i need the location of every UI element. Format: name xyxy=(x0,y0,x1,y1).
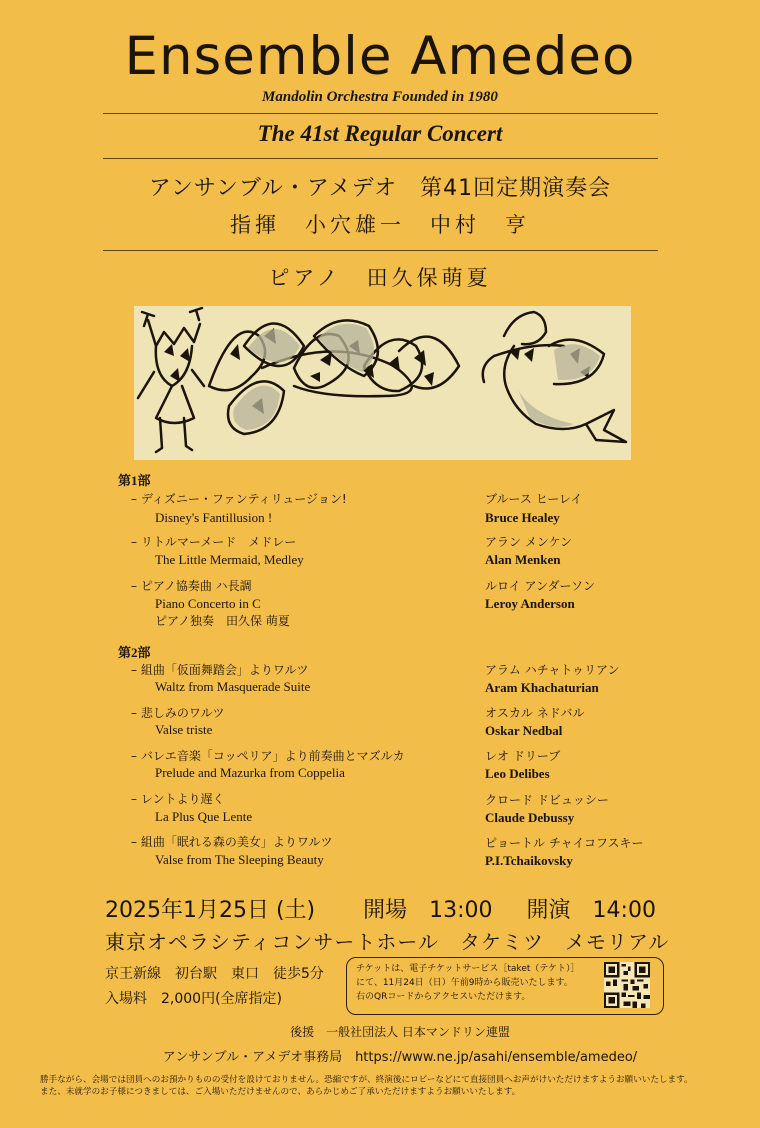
piano-soloist-line: ピアノ 田久保萌夏 xyxy=(268,266,492,290)
part2-piece3-composer-en: Leo Delibes xyxy=(485,766,550,781)
part1-piece3-soloist: ピアノ独奏 田久保 萌夏 xyxy=(155,614,290,628)
office-url-line: アンサンブル・アメデオ事務局 https://www.ne.jp/asahi/ensemble/amedeo/ xyxy=(162,1050,638,1065)
part2-piece2-en: Valse triste xyxy=(155,722,213,737)
divider xyxy=(103,250,658,251)
part2-piece4-en: La Plus Que Lente xyxy=(155,809,253,824)
part1-piece3-en: Piano Concerto in C xyxy=(155,596,261,611)
part2-piece5-composer-en: P.I.Tchaikovsky xyxy=(485,853,573,868)
part1-piece3-composer-en: Leroy Anderson xyxy=(485,596,575,611)
conductor-line: 指揮 小穴雄一 中村 亨 xyxy=(230,213,530,237)
part1-heading: 第1部 xyxy=(118,473,151,488)
access-info: 京王新線 初台駅 東口 徒歩5分 xyxy=(105,966,324,982)
divider xyxy=(103,158,658,159)
part1-piece2-jp: – リトルマーメード メドレー xyxy=(131,535,297,549)
part1-piece2-composer-en: Alan Menken xyxy=(485,552,561,567)
part1-piece3-composer-jp: ルロイ アンダーソン xyxy=(485,579,596,593)
concert-title-jp: アンサンブル・アメデオ 第41回定期演奏会 xyxy=(148,176,612,201)
part1-piece1-jp: – ディズニー・ファンティリュージョン! xyxy=(131,492,347,506)
divider xyxy=(103,113,658,114)
ticket-info-text xyxy=(356,962,604,1004)
illustration-drawing xyxy=(134,306,631,460)
ensemble-subtitle: Mandolin Orchestra Founded in 1980 xyxy=(262,89,498,105)
part1-piece3-jp: – ピアノ協奏曲 ハ長調 xyxy=(131,579,252,593)
concert-title-en: The 41st Regular Concert xyxy=(257,121,503,146)
part2-piece4-jp: – レントより遅く xyxy=(131,792,225,806)
sponsor-line: 後援 一般社団法人 日本マンドリン連盟 xyxy=(290,1025,510,1039)
ticket-line3: 右のQRコードからアクセスいただけます。 xyxy=(356,992,531,1002)
part2-piece5-jp: – 組曲「眠れる森の美女」よりワルツ xyxy=(131,835,333,849)
start-time: 開演 14:00 xyxy=(526,898,656,923)
notes xyxy=(40,1073,693,1097)
event-date: 2025年1月25日 (土) xyxy=(105,898,316,923)
part1-piece1-composer-en: Bruce Healey xyxy=(485,510,560,525)
doors-open-time: 開場 13:00 xyxy=(363,898,493,923)
part1-piece1-composer-jp: ブルース ヒーレイ xyxy=(485,492,583,506)
part1-piece1-en: Disney's Fantillusion ! xyxy=(155,510,273,525)
part2-piece3-jp: – バレエ音楽「コッペリア」より前奏曲とマズルカ xyxy=(131,749,405,763)
part2-piece4-composer-en: Claude Debussy xyxy=(485,810,575,825)
ticket-line2: にて、11月24日（日）午前9時から販売いたします。 xyxy=(356,978,573,988)
part2-piece1-composer-jp: アラム ハチャトゥリアン xyxy=(485,663,620,677)
admission-fee: 入場料 2,000円(全席指定) xyxy=(105,991,283,1007)
part2-piece5-composer-jp: ピョートル チャイコフスキー xyxy=(485,836,644,850)
ticket-line1: チケットは、電子チケットサービス［taket（テケト）］ xyxy=(356,964,580,974)
part2-piece2-composer-jp: オスカル ネドバル xyxy=(485,706,585,720)
part2-heading: 第2部 xyxy=(118,645,151,660)
part2-piece1-composer-en: Aram Khachaturian xyxy=(485,680,599,695)
part2-piece1-jp: – 組曲「仮面舞踏会」よりワルツ xyxy=(131,663,309,677)
venue: 東京オペラシティコンサートホール タケミツ メモリアル xyxy=(105,930,670,954)
part1-piece2-composer-jp: アラン メンケン xyxy=(485,535,572,549)
part1-piece2-en: The Little Mermaid, Medley xyxy=(155,552,304,567)
part2-piece3-en: Prelude and Mazurka from Coppelia xyxy=(155,765,345,780)
qr-code-icon[interactable] xyxy=(604,962,650,1008)
event-date-line xyxy=(105,893,656,924)
ensemble-title: Ensemble Amedeo xyxy=(124,26,636,87)
part2-piece5-en: Valse from The Sleeping Beauty xyxy=(155,852,324,867)
part2-piece1-en: Waltz from Masquerade Suite xyxy=(155,679,311,694)
part2-piece2-composer-en: Oskar Nedbal xyxy=(485,723,563,738)
part2-piece2-jp: – 悲しみのワルツ xyxy=(131,706,225,720)
illustration-harlequin-mermaid xyxy=(134,306,631,460)
part2-piece3-composer-jp: レオ ドリーブ xyxy=(485,749,561,763)
note-line2: また、未就学のお子様につきましては、ご入場いただけませんので、あらかじめご了承いただけますようお願いいたします。 xyxy=(40,1087,521,1097)
part2-piece4-composer-jp: クロード ドビュッシー xyxy=(485,793,609,807)
note-line1: 勝手ながら、会場では団員へのお預かりものの受付を設けておりません。恐縮ですが、終演後にロビーなどにて直接団員へお声がけいただけますようお願いいたします。 xyxy=(40,1075,693,1085)
